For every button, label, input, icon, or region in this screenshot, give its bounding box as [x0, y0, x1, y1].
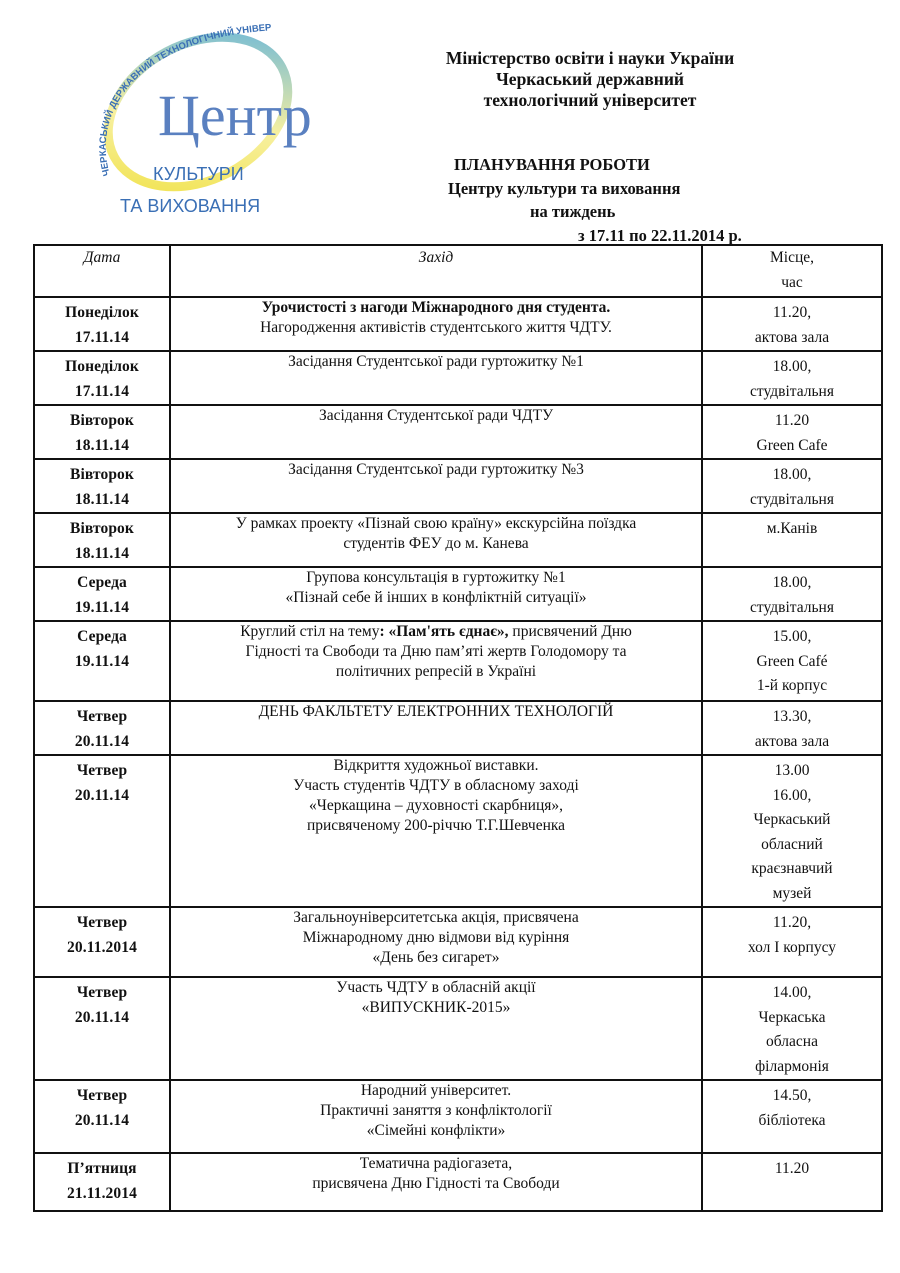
row-weekday: Четвер — [76, 762, 128, 779]
row-date-cell — [34, 297, 170, 351]
event-line: «Пізнай себе й інших в конфліктній ситуації» — [285, 589, 587, 606]
place-line: 11.20, — [772, 304, 812, 321]
table-row — [34, 977, 882, 1080]
row-weekday: Середа — [77, 574, 127, 591]
event-line: Участь ЧДТУ в обласній акції — [336, 979, 536, 996]
row-place-cell — [702, 1080, 882, 1153]
row-date: 19.11.14 — [74, 652, 130, 670]
ministry-header — [380, 48, 800, 111]
place-line: 11.20 — [774, 412, 810, 429]
event-line: Нагородження активістів студентського життя ЧДТУ. — [260, 319, 612, 336]
place-line: 13.00 — [774, 762, 810, 779]
place-line: обласна — [766, 1033, 818, 1050]
row-event-cell — [170, 567, 702, 621]
row-date: 18.11.14 — [74, 436, 130, 454]
row-event-cell — [170, 621, 702, 701]
table-row — [34, 701, 882, 755]
place-line: актова зала — [754, 732, 830, 750]
row-weekday: Понеділок — [65, 358, 139, 375]
row-date-cell — [34, 459, 170, 513]
place-line: 18.00, — [772, 574, 812, 591]
event-line: Засідання Студентської ради ЧДТУ — [318, 407, 554, 424]
row-weekday: Вівторок — [70, 412, 134, 429]
event-line: Групова консультація в гуртожитку №1 — [306, 569, 566, 586]
event-line: Загальноуніверситетська акція, присвячена — [293, 909, 579, 926]
event-line: «Сімейні конфлікти» — [366, 1122, 506, 1139]
place-line: 14.00, — [772, 984, 812, 1001]
header-event: Захід — [170, 245, 702, 297]
row-place-cell — [702, 755, 882, 907]
row-date-cell — [34, 1080, 170, 1153]
row-date-cell — [34, 567, 170, 621]
plan-heading — [380, 153, 800, 247]
event-line: Тематична радіогазета, — [359, 1155, 513, 1172]
row-event-cell — [170, 513, 702, 567]
plan-title: ПЛАНУВАННЯ РОБОТИ — [454, 155, 650, 174]
table-row — [34, 567, 882, 621]
row-place-cell — [702, 459, 882, 513]
event-text-pre: Круглий стіл на тему — [240, 623, 380, 640]
place-line: 11.20, — [772, 914, 812, 931]
place-line: студвітальня — [750, 382, 834, 400]
event-line: «День без сигарет» — [372, 949, 500, 966]
row-date-cell — [34, 1153, 170, 1211]
ministry-line: Міністерство освіти і науки України — [445, 48, 735, 68]
logo-arc-text: ЧЕРКАСЬКИЙ ДЕРЖАВНИЙ ТЕХНОЛОГІЧНИЙ УНІВЕР — [97, 22, 272, 178]
row-event-cell — [170, 755, 702, 907]
row-date: 17.11.14 — [74, 382, 130, 400]
row-place-cell — [702, 297, 882, 351]
row-event-cell — [170, 405, 702, 459]
row-event-cell — [170, 351, 702, 405]
row-event-cell — [170, 459, 702, 513]
row-place-cell — [702, 405, 882, 459]
plan-dates: з 17.11 по 22.11.2014 р. — [578, 225, 742, 245]
row-weekday: Вівторок — [70, 466, 134, 483]
table-row — [34, 297, 882, 351]
event-line: Засідання Студентської ради гуртожитку №1 — [288, 353, 584, 370]
row-event-cell — [170, 907, 702, 977]
place-line: Green Café — [756, 652, 828, 670]
row-event-cell — [170, 297, 702, 351]
place-line: філармонія — [755, 1057, 829, 1075]
event-line: «ВИПУСКНИК-2015» — [361, 999, 511, 1016]
row-event-cell — [170, 977, 702, 1080]
row-date-cell — [34, 907, 170, 977]
plan-subtitle: Центру культури та виховання — [448, 178, 681, 198]
logo-title: Центр — [158, 83, 310, 148]
row-date-cell — [34, 977, 170, 1080]
row-place-cell — [702, 567, 882, 621]
row-date: 18.11.14 — [74, 490, 130, 508]
schedule-table — [33, 244, 883, 1212]
event-line: Гідності та Свободи та Дню пам’яті жертв Голодомору та — [245, 643, 627, 660]
place-line: 15.00, — [772, 628, 812, 645]
place-line: обласний — [761, 835, 823, 853]
table-header-row — [34, 245, 882, 297]
row-date-cell — [34, 405, 170, 459]
place-line: хол І корпусу — [747, 938, 837, 956]
university-line1: Черкаський державний — [495, 69, 685, 89]
row-date-cell — [34, 621, 170, 701]
place-line: 16.00, — [772, 786, 812, 804]
row-weekday: Четвер — [76, 984, 128, 1001]
event-line: Практичні заняття з конфліктології — [320, 1102, 552, 1119]
row-event-cell — [170, 1153, 702, 1211]
row-place-cell — [702, 351, 882, 405]
row-weekday: Вівторок — [70, 520, 134, 537]
row-event-cell — [170, 701, 702, 755]
table-row — [34, 405, 882, 459]
event-line: Народний університет. — [360, 1082, 512, 1099]
row-weekday: Середа — [77, 628, 127, 645]
place-line: м.Канів — [766, 520, 818, 537]
table-row — [34, 459, 882, 513]
row-date: 20.11.14 — [74, 1111, 130, 1129]
logo-graphic — [70, 0, 310, 225]
place-line: 1-й корпус — [756, 677, 828, 694]
row-weekday: П’ятниця — [67, 1160, 137, 1177]
row-date-cell — [34, 513, 170, 567]
plan-period-label: на тиждень — [530, 202, 616, 221]
header-place-line2: час — [781, 273, 803, 291]
event-line: Урочистості з нагоди Міжнародного дня студента. — [261, 299, 611, 316]
row-place-cell — [702, 621, 882, 701]
row-date: 20.11.14 — [74, 786, 130, 804]
table-row — [34, 1080, 882, 1153]
place-line: 11.20 — [774, 1160, 810, 1177]
event-line — [171, 622, 701, 642]
row-event-cell — [170, 1080, 702, 1153]
row-date: 18.11.14 — [74, 544, 130, 562]
event-line: Міжнародному дню відмови від куріння — [302, 929, 570, 946]
place-line: музей — [772, 884, 812, 902]
event-text-post: присвячений Дню — [508, 623, 632, 640]
place-line: 18.00, — [772, 466, 812, 483]
place-line: бібліотека — [758, 1111, 826, 1129]
place-line: 14.50, — [772, 1087, 812, 1104]
row-weekday: Четвер — [76, 914, 128, 931]
row-date: 20.11.14 — [74, 1008, 130, 1026]
table-row — [34, 907, 882, 977]
center-logo — [70, 0, 310, 225]
row-date-cell — [34, 351, 170, 405]
row-date: 21.11.2014 — [67, 1184, 137, 1202]
event-line: студентів ФЕУ до м. Канева — [343, 535, 529, 552]
row-weekday: Четвер — [76, 708, 128, 725]
row-weekday: Понеділок — [65, 304, 139, 321]
event-line: Засідання Студентської ради гуртожитку №3 — [288, 461, 584, 478]
row-date: 17.11.14 — [74, 328, 130, 346]
event-line: присвячена Дню Гідності та Свободи — [312, 1175, 560, 1192]
event-line: У рамках проекту «Пізнай свою країну» екскурсійна поїздка — [235, 515, 637, 532]
row-date-cell — [34, 755, 170, 907]
event-text-quote: : «Пам'ять єднає», — [379, 623, 509, 640]
place-line: 13.30, — [772, 708, 812, 725]
table-row — [34, 513, 882, 567]
event-line: «Черкащина – духовності скарбниця», — [309, 797, 563, 814]
header-place — [702, 245, 882, 297]
logo-line3: ТА ВИХОВАННЯ — [120, 196, 261, 216]
event-line: Участь студентів ЧДТУ в обласному заході — [293, 777, 579, 794]
row-place-cell — [702, 701, 882, 755]
event-line: ДЕНЬ ФАКЛЬТЕТУ ЕЛЕКТРОННИХ ТЕХНОЛОГІЙ — [258, 703, 614, 720]
row-date-cell — [34, 701, 170, 755]
event-line: політичних репресій в Україні — [335, 663, 537, 680]
table-row — [34, 621, 882, 701]
table-row — [34, 351, 882, 405]
place-line: студвітальня — [750, 490, 834, 508]
place-line: актова зала — [754, 328, 830, 346]
row-place-cell — [702, 513, 882, 567]
logo-line2: КУЛЬТУРИ — [153, 164, 244, 184]
row-place-cell — [702, 1153, 882, 1211]
place-line: студвітальня — [750, 598, 834, 616]
place-line: Черкаський — [753, 811, 831, 828]
row-date: 20.11.2014 — [67, 938, 137, 956]
university-line2: технологічний університет — [483, 90, 697, 110]
row-date: 19.11.14 — [74, 598, 130, 616]
table-row — [34, 1153, 882, 1211]
place-line: Green Cafe — [756, 436, 828, 454]
row-date: 20.11.14 — [74, 732, 130, 750]
event-line: Відкриття художньої виставки. — [333, 757, 539, 774]
place-line: 18.00, — [772, 358, 812, 375]
place-line: краєзнавчий — [751, 860, 833, 877]
table-row — [34, 755, 882, 907]
place-line: Черкаська — [758, 1008, 826, 1026]
header-place-line1: Місце, — [769, 249, 815, 266]
header-date: Дата — [34, 245, 170, 297]
row-place-cell — [702, 977, 882, 1080]
row-weekday: Четвер — [76, 1087, 128, 1104]
row-place-cell — [702, 907, 882, 977]
event-line: присвяченому 200-річчю Т.Г.Шевченка — [306, 817, 566, 834]
